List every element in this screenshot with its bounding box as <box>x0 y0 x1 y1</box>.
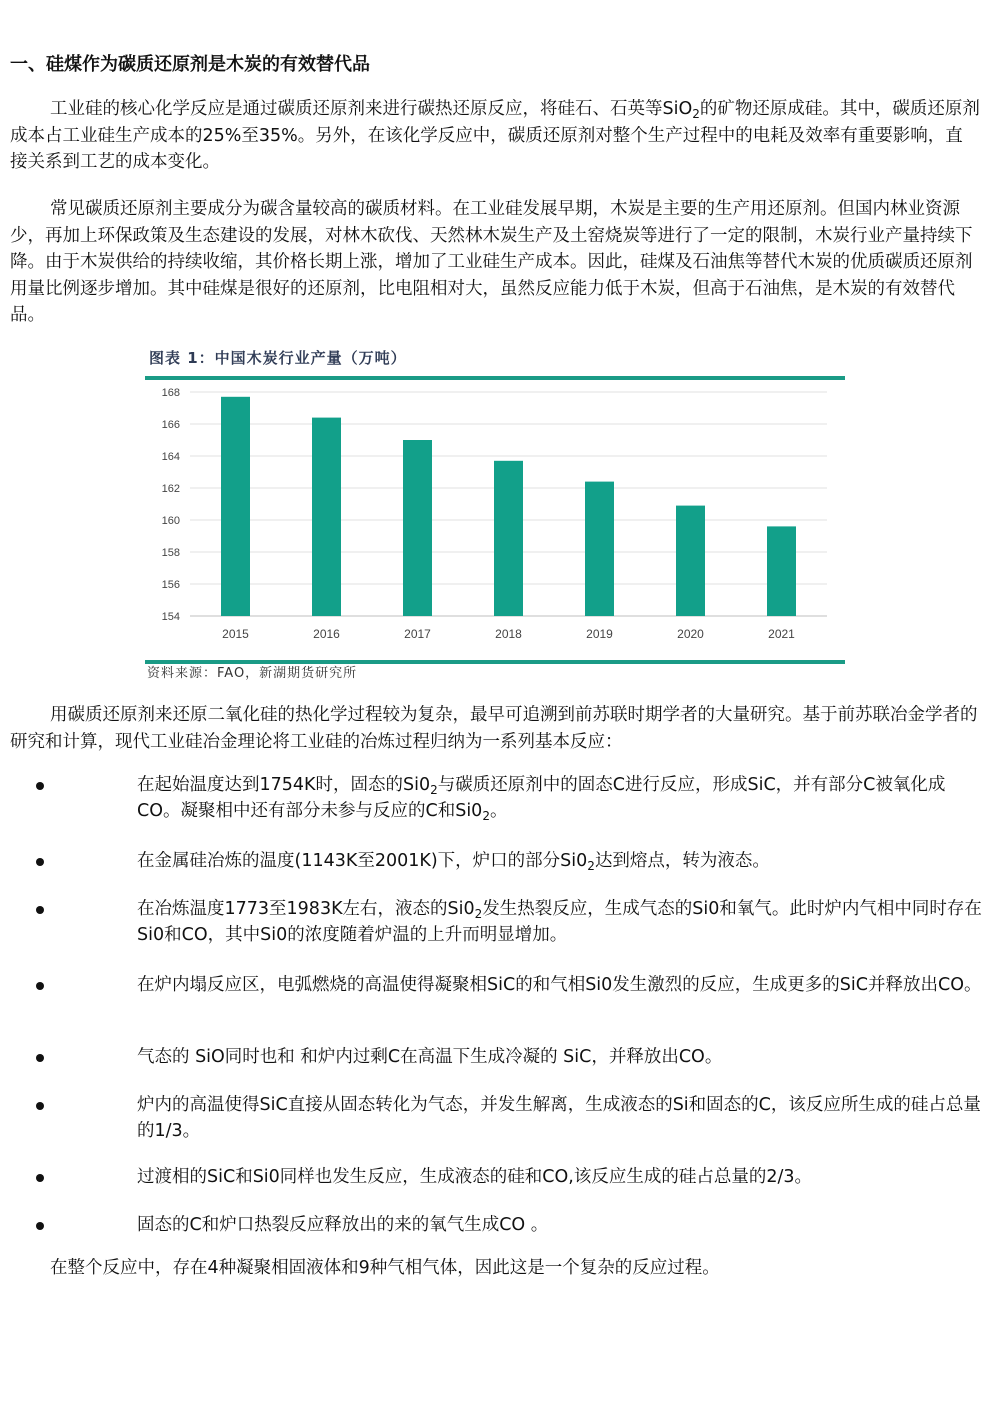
text-run: 过渡相的SiC和Si0同样也发生反应，生成液态的硅和CO,该反应生成的硅占总量的2/3。 <box>137 1167 813 1187</box>
bullet-dot <box>36 1174 44 1182</box>
paragraph-conclusion: 在整个反应中，存在4种凝聚相固液体和9种气相气体，因此这是一个复杂的反应过程。 <box>50 1258 720 1278</box>
subscript: 2 <box>692 107 700 121</box>
y-tick-label: 160 <box>161 515 180 527</box>
bullet-dot <box>36 1054 44 1062</box>
bullet-dot <box>36 906 44 914</box>
subscript: 2 <box>430 783 438 797</box>
bullet-dot <box>36 858 44 866</box>
reaction-list-item-text <box>137 1164 983 1190</box>
paragraph-process: 用碳质还原剂来还原二氧化硅的热化学过程较为复杂，最早可追溯到前苏联时期学者的大量研究。基于前苏联冶金学者的研究和计算，现代工业硅冶金理论将工业硅的冶炼过程归纳为一系列基本反应： <box>10 705 978 752</box>
bar <box>403 440 432 616</box>
x-tick-label: 2017 <box>404 627 431 641</box>
x-tick-label: 2018 <box>495 627 522 641</box>
reaction-list-item-text <box>137 772 983 824</box>
figure-title: 图表 1：中国木炭行业产量（万吨） <box>149 349 407 367</box>
subscript: 2 <box>482 809 490 823</box>
bullet-dot <box>36 782 44 790</box>
paragraph-reductants: 常见碳质还原剂主要成分为碳含量较高的碳质材料。在工业硅发展早期，木炭是主要的生产用还原剂。但国内林业资源少，再加上环保政策及生态建设的发展，对林木砍伐、天然林木炭生产及土窑烧炭等进行了一定的限制，木炭行业产量持续下降。由于木炭供给的持续收缩，其价格长期上涨，增加了工业硅生产成本。因此，硅煤及石油焦等替代木炭的优质碳质还原剂用量比例逐步增加。其中硅煤是很好的还原剂，比电阻相对大，虽然反应能力低于木炭，但高于石油焦，是木炭的有效替代品。 <box>10 199 973 325</box>
figure-source: 资料来源：FAO，新湖期货研究所 <box>147 666 358 681</box>
subscript: 2 <box>474 907 483 921</box>
reaction-list-item-text <box>137 848 983 874</box>
x-tick-label: 2020 <box>677 627 704 641</box>
x-tick-label: 2021 <box>768 627 795 641</box>
bullet-dot <box>36 982 44 990</box>
bar <box>676 506 705 616</box>
y-tick-label: 166 <box>161 419 180 431</box>
reaction-list-item-text <box>137 972 983 998</box>
text-run: 在冶炼温度1773至1983K左右，液态的Si0 <box>137 899 475 919</box>
x-tick-label: 2019 <box>586 627 613 641</box>
bullet-dot <box>36 1102 44 1110</box>
text-run: 达到熔点，转为液态。 <box>594 851 770 871</box>
paragraph-intro-text-b: 的矿物还原成硅。其中，碳质还原剂成本占工业硅生产成本的25%至35%。另外，在该化学反应中，碳质还原剂对整个生产过程中的电耗及效率有重要影响，直接关系到工艺的成本变化。 <box>10 99 980 172</box>
paragraph-intro <box>10 96 980 176</box>
text-run: 在炉内塌反应区，电弧燃烧的高温使得凝聚相SiC的和气相Si0发生激烈的反应，生成更多的SiC并释放出CO。 <box>137 975 982 995</box>
reaction-list-item-text <box>137 1044 983 1070</box>
figure-charcoal-output <box>145 344 845 684</box>
y-tick-label: 158 <box>161 547 180 559</box>
bar <box>312 418 341 616</box>
text-run: 与碳质还原剂中的固态C进行反应，形成SiC，并有部分C被氧化成CO。凝聚相中还有部分未参与反应的C和Si0 <box>137 775 946 821</box>
x-tick-label: 2015 <box>222 627 249 641</box>
bar-chart <box>145 382 845 658</box>
bar <box>585 482 614 616</box>
subscript: 2 <box>587 859 595 873</box>
text-run: 。 <box>489 801 508 821</box>
paragraph-intro-text-a: 工业硅的核心化学反应是通过碳质还原剂来进行碳热还原反应，将硅石、石英等SiO <box>50 99 693 119</box>
y-tick-label: 168 <box>161 387 180 399</box>
figure-top-rule <box>145 376 845 380</box>
reaction-list-item-text <box>137 896 983 948</box>
reaction-list-item-text <box>137 1212 983 1238</box>
text-run: 在金属硅冶炼的温度(1143K至2001K)下，炉口的部分Si0 <box>137 851 588 871</box>
y-tick-label: 154 <box>161 611 180 623</box>
x-tick-label: 2016 <box>313 627 340 641</box>
text-run: 炉内的高温使得SiC直接从固态转化为气态，并发生解离，生成液态的Si和固态的C，该反应所生成的硅占总量的1/3。 <box>137 1095 981 1141</box>
y-tick-label: 156 <box>161 579 180 591</box>
text-run: 固态的C和炉口热裂反应释放出的来的氧气生成CO 。 <box>137 1215 549 1235</box>
bar <box>767 526 796 616</box>
text-run: 在起始温度达到1754K时，固态的Si0 <box>137 775 431 795</box>
y-tick-label: 164 <box>161 451 180 463</box>
bar <box>221 397 250 616</box>
bar <box>494 461 523 616</box>
text-run: 发生热裂反应，生成气态的Si0和氧气。此时炉内气相中同时存在Si0和CO，其中Si0的浓度随着炉温的上升而明显增加。 <box>137 899 982 945</box>
bullet-dot <box>36 1222 44 1230</box>
y-tick-label: 162 <box>161 483 180 495</box>
reaction-list-item-text <box>137 1092 983 1144</box>
text-run: 气态的 SiO同时也和 和炉内过剩C在高温下生成冷凝的 SiC，并释放出CO。 <box>137 1047 723 1067</box>
section-heading: 一、硅煤作为碳质还原剂是木炭的有效替代品 <box>10 54 370 75</box>
